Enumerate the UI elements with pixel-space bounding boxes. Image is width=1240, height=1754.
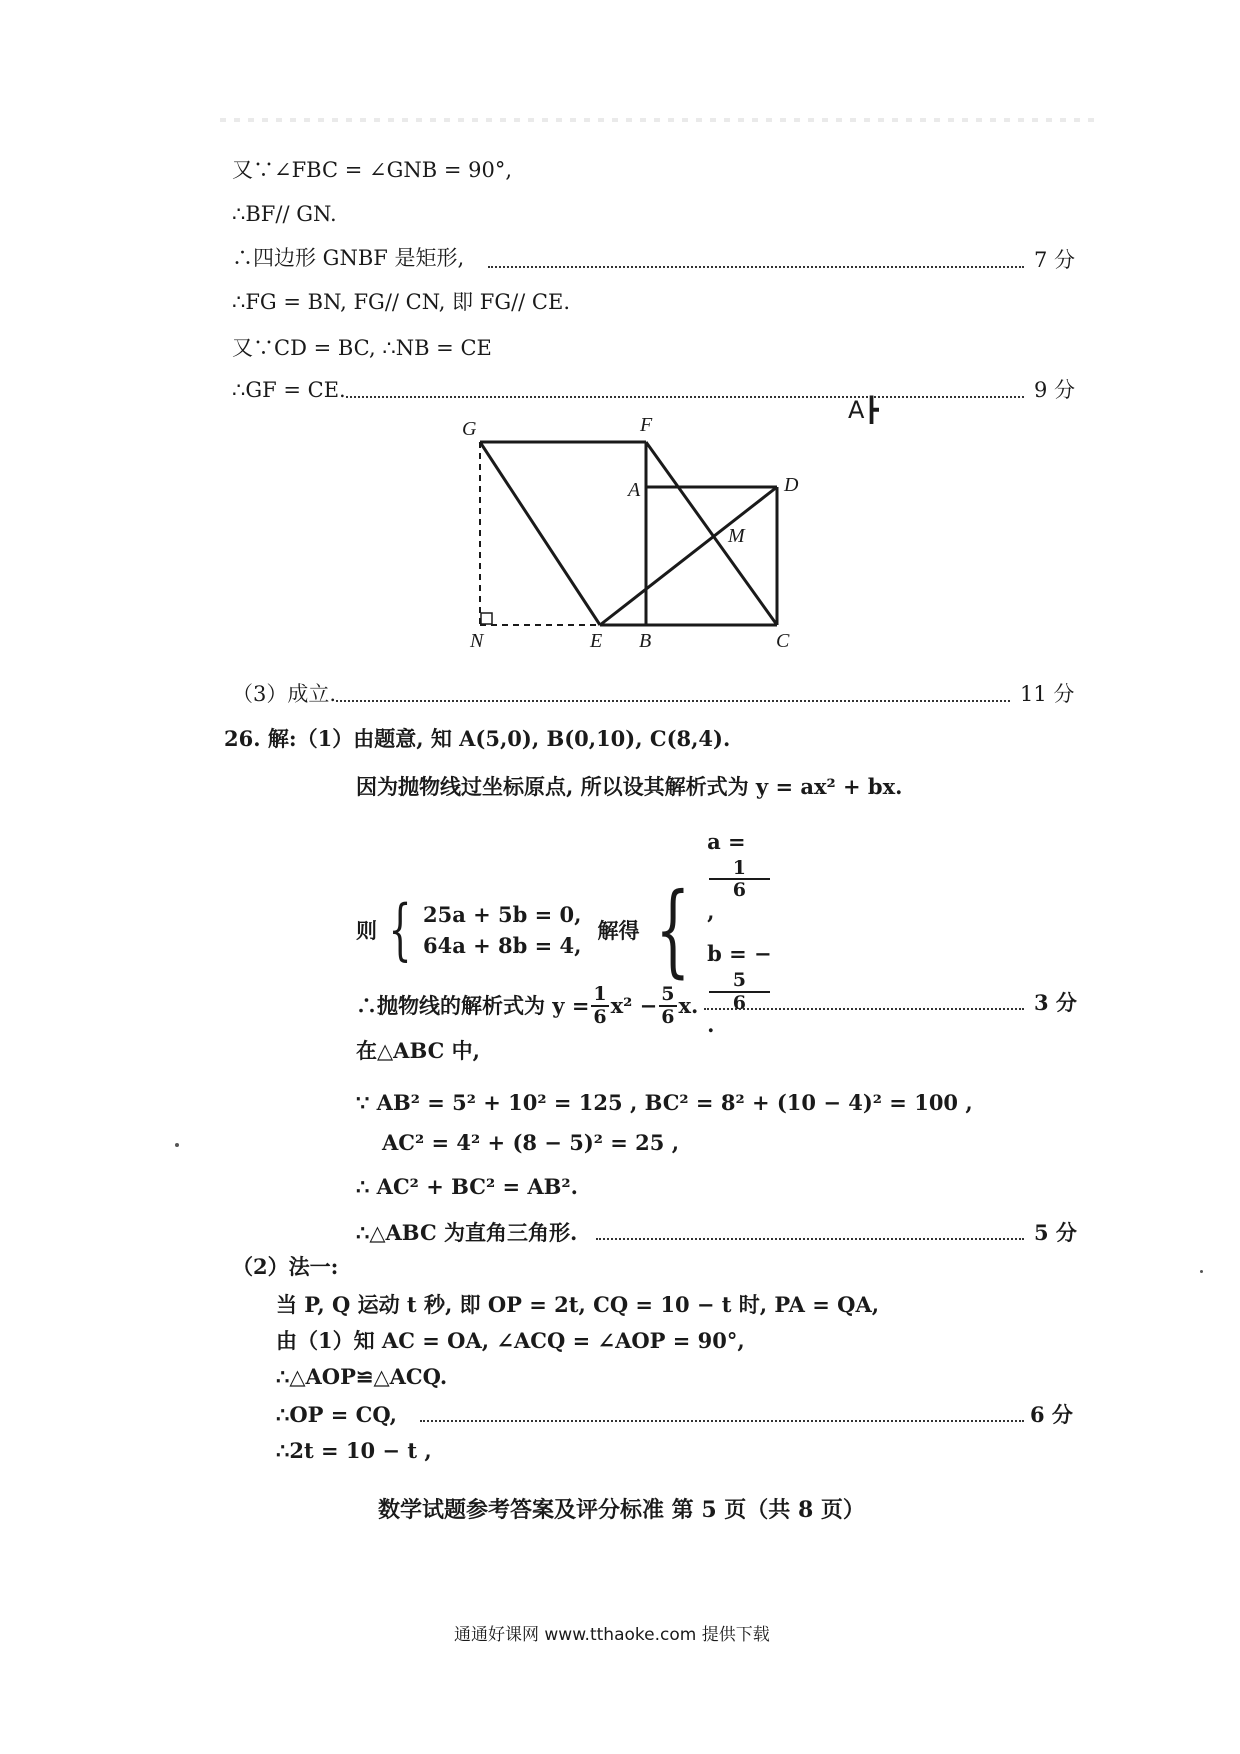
parabola-x: x. (678, 993, 699, 1019)
then-label: 则 (356, 917, 377, 943)
denominator: 6 (732, 879, 746, 902)
right-brace: { (655, 871, 691, 989)
fraction (659, 984, 676, 1028)
label-B: B (639, 630, 652, 652)
part2-line-5: ∴2t = 10 − t , (276, 1438, 432, 1463)
q26-head: 26. 解:（1）由题意, 知 A(5,0), B(0,10), C(8,4). (224, 726, 731, 751)
fraction (709, 858, 770, 902)
equation-2: 64a + 8b = 4, (423, 933, 582, 959)
margin-note: A┣ (848, 396, 879, 424)
equation-system (423, 899, 581, 962)
label-C: C (776, 630, 790, 652)
proof-line-1: 又∵∠FBC = ∠GNB = 90°, (232, 158, 513, 182)
dot-leader (596, 1238, 1024, 1240)
label-G: G (462, 418, 477, 440)
fraction (709, 970, 770, 1014)
sol-b-lhs: b = − (707, 941, 772, 967)
part2-head: （2）法一: (232, 1254, 339, 1279)
scan-speck (175, 1143, 179, 1147)
label-E: E (590, 630, 603, 652)
part2-line-2: 由（1）知 AC = OA, ∠ACQ = ∠AOP = 90°, (276, 1328, 745, 1353)
numerator: 5 (709, 970, 770, 993)
part2-line-4: ∴OP = CQ, (276, 1402, 397, 1427)
label-F: F (640, 414, 653, 436)
proof-line-6: ∴GF = CE. (232, 378, 346, 402)
dot-leader (336, 700, 1010, 702)
left-brace: { (388, 891, 412, 969)
download-watermark: 通通好课网 www.tthaoke.com 提供下载 (454, 1625, 770, 1645)
ab-squared-line: ∵ AB² = 5² + 10² = 125 , BC² = 8² + (10 − 4)² = 100 , (356, 1090, 973, 1115)
part3-text: （3）成立. (232, 682, 337, 706)
in-triangle-abc: 在△ABC 中, (356, 1038, 480, 1063)
scan-speck (1200, 1270, 1203, 1273)
score-9: 9 分 (1034, 378, 1076, 402)
denominator: 6 (593, 1005, 607, 1028)
proof-line-4: ∴FG = BN, FG// CN, 即 FG// CE. (232, 290, 571, 314)
scan-edge (220, 118, 1100, 122)
numerator: 5 (661, 983, 675, 1005)
score-7: 7 分 (1034, 248, 1076, 272)
label-D: D (784, 474, 799, 496)
parabola-lhs: ∴抛物线的解析式为 y = (356, 993, 590, 1019)
numerator: 1 (593, 983, 607, 1005)
ac-squared-line: AC² = 4² + (8 − 5)² = 25 , (382, 1130, 680, 1155)
score-5: 5 分 (1034, 1220, 1077, 1245)
parabola-x2: x² − (610, 993, 658, 1019)
label-M: M (728, 525, 745, 547)
proof-line-5: 又∵CD = BC, ∴NB = CE (232, 336, 492, 360)
dot-leader (704, 1008, 1024, 1010)
dot-leader (488, 266, 1024, 268)
dot-leader (420, 1420, 1024, 1422)
parabola-line (356, 984, 698, 1028)
sum-squares-line: ∴ AC² + BC² = AB². (356, 1174, 578, 1199)
solution-system: a = 1 6 , b = − 5 6 . (707, 826, 772, 1035)
proof-line-3: ∴四边形 GNBF 是矩形, (232, 246, 465, 270)
equation-1: 25a + 5b = 0, (423, 901, 582, 927)
sol-a-lhs: a = (707, 829, 746, 854)
geometry-figure (440, 395, 820, 655)
part2-line-1: 当 P, Q 运动 t 秒, 即 OP = 2t, CQ = 10 − t 时, PA = QA, (276, 1292, 880, 1317)
proof-line-2: ∴BF// GN. (232, 202, 337, 226)
solve-label: 解得 (597, 917, 640, 943)
score-11: 11 分 (1020, 682, 1075, 706)
q26-assume: 因为抛物线过坐标原点, 所以设其解析式为 y = ax² + bx. (356, 774, 903, 799)
fraction (591, 984, 608, 1028)
denominator: 6 (732, 991, 746, 1014)
numerator: 1 (709, 858, 770, 881)
denominator: 6 (661, 1005, 675, 1028)
right-triangle-line: ∴△ABC 为直角三角形. (356, 1220, 578, 1245)
score-6: 6 分 (1030, 1402, 1073, 1427)
page-footer: 数学试题参考答案及评分标准 第 5 页（共 8 页） (378, 1497, 865, 1523)
label-N: N (470, 630, 484, 652)
label-A: A (628, 479, 641, 501)
part2-line-3: ∴△AOP≌△ACQ. (276, 1364, 448, 1389)
score-3: 3 分 (1034, 990, 1077, 1015)
